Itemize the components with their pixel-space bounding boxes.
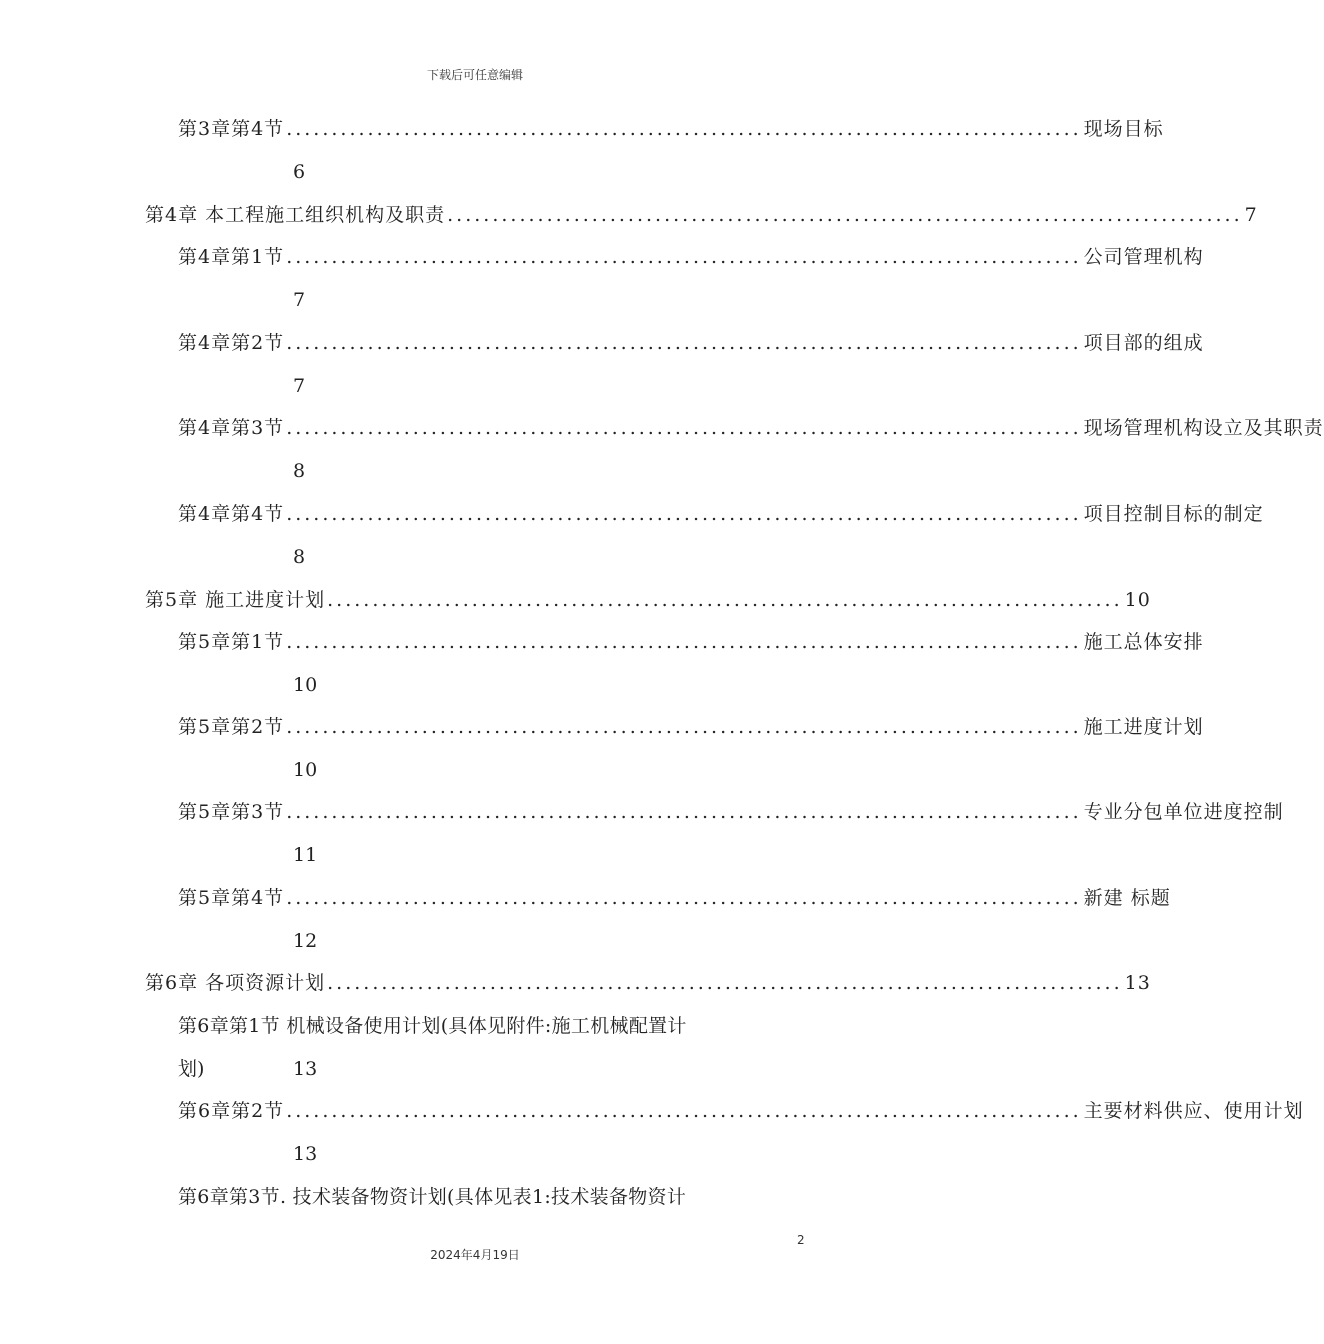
toc-entry-label: 第4章第2节	[178, 332, 285, 354]
toc-page-number: 12	[293, 930, 318, 952]
toc-leader-dots: ........................................................................................	[286, 118, 1082, 140]
toc-entry-label: 第4章第3节	[178, 417, 285, 439]
toc-leader-dots: ........................................................................................	[286, 631, 1082, 653]
toc-entry-label: 第6章第2节	[178, 1100, 285, 1122]
toc-entry-title: 主要材料供应、使用计划	[1083, 1100, 1304, 1122]
toc-entry-title: 公司管理机构	[1083, 246, 1204, 268]
toc-entry-title: 施工总体安排	[1083, 631, 1204, 653]
toc-entry[interactable]	[178, 413, 1324, 443]
toc-page-number: 11	[293, 844, 318, 866]
toc-leader-dots: ........................................................................................	[327, 589, 1123, 611]
toc-entry-label: 第5章第4节	[178, 887, 285, 909]
toc-entry-title: 施工进度计划	[1083, 716, 1204, 738]
toc-entry[interactable]	[178, 499, 1264, 529]
toc-page-number: 7	[1244, 204, 1258, 226]
toc-entry-label: 第5章 施工进度计划	[145, 589, 326, 611]
toc-entry[interactable]	[178, 114, 1164, 144]
toc-page-number: 10	[293, 759, 318, 781]
toc-entry[interactable]	[178, 627, 1204, 657]
toc-page-number: 10	[293, 674, 318, 696]
toc-chapter-entry[interactable]	[145, 968, 1151, 998]
toc-entry-continuation: 划)	[178, 1058, 205, 1080]
toc-page-number: 10	[1124, 589, 1151, 611]
toc-entry-label: 第5章第3节	[178, 801, 285, 823]
toc-leader-dots: ........................................................................................	[286, 246, 1082, 268]
toc-entry[interactable]	[178, 242, 1204, 272]
toc-entry-title: 新建 标题	[1083, 887, 1171, 909]
toc-leader-dots: ........................................................................................	[286, 716, 1082, 738]
toc-page-number: 7	[293, 289, 306, 311]
toc-entry[interactable]	[178, 328, 1204, 358]
toc-entry-title: 现场管理机构设立及其职责	[1083, 417, 1324, 439]
toc-entry-label: 第4章第1节	[178, 246, 285, 268]
toc-entry[interactable]	[178, 1096, 1304, 1126]
toc-entry-wrapped[interactable]: 第6章第3节. 技术装备物资计划(具体见表1:技术装备物资计	[178, 1186, 687, 1208]
toc-entry-title: 专业分包单位进度控制	[1083, 801, 1284, 823]
toc-entry-wrapped[interactable]: 第6章第1节 机械设备使用计划(具体见附件:施工机械配置计	[178, 1015, 687, 1037]
toc-leader-dots: ........................................................................................	[286, 801, 1082, 823]
toc-entry-title: 现场目标	[1083, 118, 1164, 140]
toc-leader-dots: ........................................................................................	[286, 417, 1082, 439]
toc-page-number: 13	[1124, 972, 1151, 994]
toc-entry-label: 第4章 本工程施工组织机构及职责	[145, 204, 446, 226]
toc-entry-label: 第6章 各项资源计划	[145, 972, 326, 994]
toc-entry-title: 项目控制目标的制定	[1083, 503, 1264, 525]
toc-page-number: 8	[293, 546, 306, 568]
toc-leader-dots: ........................................................................................	[286, 887, 1082, 909]
toc-page-number: 6	[293, 161, 306, 183]
toc-page-number: 13	[293, 1143, 318, 1165]
toc-entry[interactable]	[178, 712, 1204, 742]
toc-leader-dots: ........................................................................................	[286, 332, 1082, 354]
toc-entry-label: 第4章第4节	[178, 503, 285, 525]
toc-entry-label: 第5章第1节	[178, 631, 285, 653]
toc-entry-title: 项目部的组成	[1083, 332, 1204, 354]
page-header: 下载后可任意编辑	[426, 68, 523, 82]
toc-entry[interactable]	[178, 797, 1284, 827]
toc-leader-dots: ........................................................................................	[447, 204, 1243, 226]
toc-leader-dots: ........................................................................................	[327, 972, 1123, 994]
toc-entry[interactable]	[178, 883, 1171, 913]
toc-entry-label: 第3章第4节	[178, 118, 285, 140]
toc-chapter-entry[interactable]	[145, 200, 1258, 230]
toc-page-number: 7	[293, 375, 306, 397]
toc-entry-label: 第5章第2节	[178, 716, 285, 738]
page-number: 2	[797, 1233, 805, 1247]
toc-chapter-entry[interactable]	[145, 585, 1151, 615]
footer-date: 2024年4月19日	[430, 1248, 520, 1262]
toc-page-number: 8	[293, 460, 306, 482]
toc-leader-dots: ........................................................................................	[286, 1100, 1082, 1122]
toc-leader-dots: ........................................................................................	[286, 503, 1082, 525]
toc-page-number: 13	[293, 1058, 318, 1080]
